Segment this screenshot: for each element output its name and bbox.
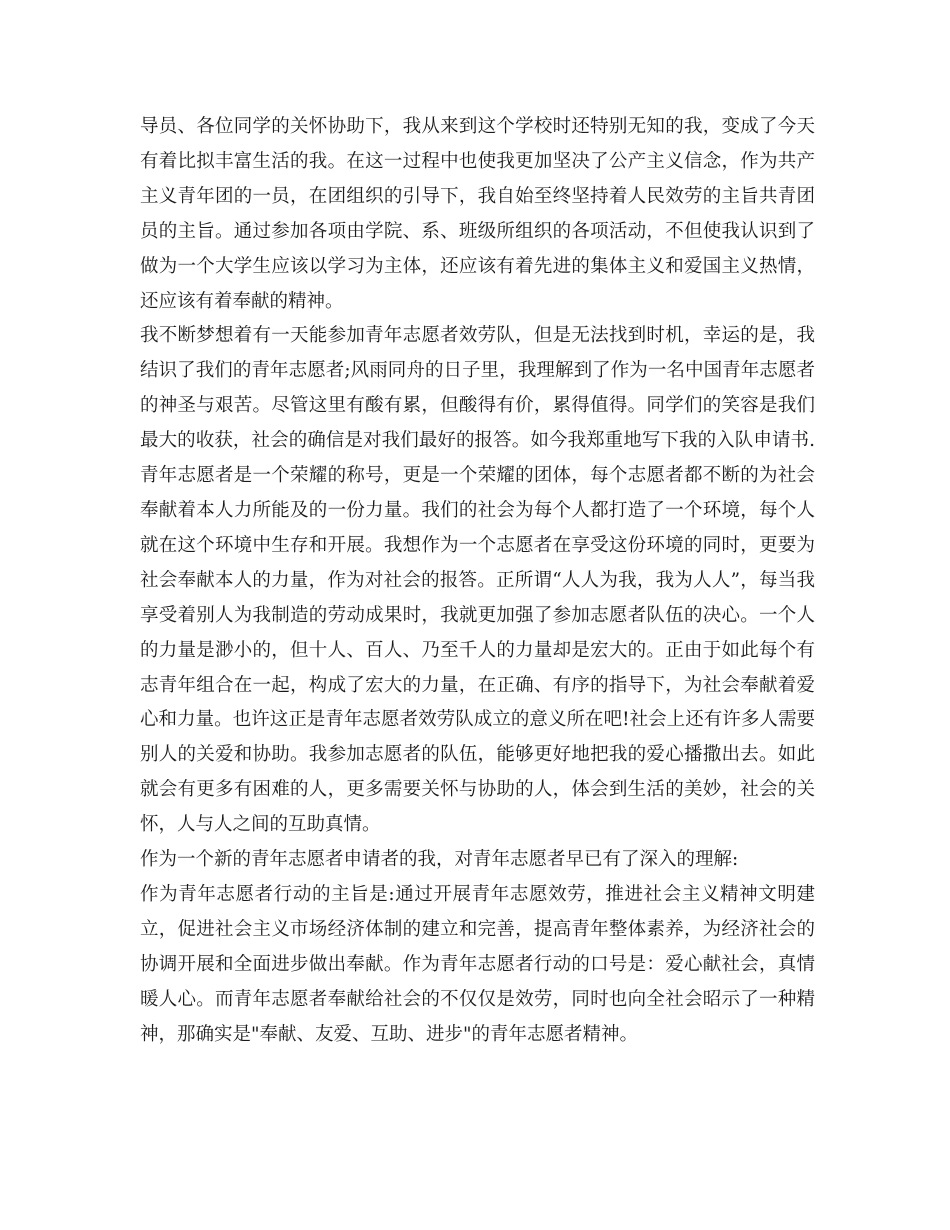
paragraph-3: 作为一个新的青年志愿者申请者的我，对青年志愿者早已有了深入的理解: [140, 849, 739, 871]
paragraph-1: 导员、各位同学的关怀协助下，我从来到这个学校时还特别无知的我，变成了今天有着比拟丰富生活的我。在这一过程中也使我更加坚决了公产主义信念，作为共产主义青年团的一员，在团组织的引导下，我自始至终坚持着人民效劳的主旨共青团员的主旨。通过参加各项由学院、系、班级所组织的各项活动，不但使我认识到了做为一个大学生应该以学习为主体，还应该有着先进的集体主义和爱国主义热情，还应该有着奉献的精神。 [140, 116, 815, 312]
document-body [140, 110, 815, 1052]
paragraph-2: 我不断梦想着有一天能参加青年志愿者效劳队，但是无法找到时机，幸运的是，我结识了我们的青年志愿者;风雨同舟的日子里，我理解到了作为一名中国青年志愿者的神圣与艰苦。尽管这里有酸有累，但酸得有价，累得值得。同学们的笑容是我们最大的收获，社会的确信是对我们最好的报答。如今我郑重地写下我的入队申请书.青年志愿者是一个荣耀的称号，更是一个荣耀的团体，每个志愿者都不断的为社会奉献着本人力所能及的一份力量。我们的社会为每个人都打造了一个环境，每个人就在这个环境中生存和开展。我想作为一个志愿者在享受这份环境的同时，更要为社会奉献本人的力量，作为对社会的报答。正所谓“人人为我，我为人人”，每当我享受着别人为我制造的劳动成果时，我就更加强了参加志愿者队伍的决心。一个人的力量是渺小的，但十人、百人、乃至千人的力量却是宏大的。正由于如此每个有志青年组合在一起，构成了宏大的力量，在正确、有序的指导下，为社会奉献着爱心和力量。也许这正是青年志愿者效劳队成立的意义所在吧!社会上还有许多人需要别人的关爱和协助。我参加志愿者的队伍，能够更好地把我的爱心播撒出去。如此就会有更多有困难的人，更多需要关怀与协助的人，体会到生活的美妙，社会的关怀，人与人之间的互助真情。 [140, 325, 815, 836]
paragraph-4: 作为青年志愿者行动的主旨是:通过开展青年志愿效劳，推进社会主义精神文明建立，促进社会主义市场经济体制的建立和完善，提高青年整体素养，为经济社会的协调开展和全面进步做出奉献。作为青年志愿者行动的口号是：爱心献社会，真情暖人心。而青年志愿者奉献给社会的不仅仅是效劳，同时也向全社会昭示了一种精神，那确实是"奉献、友爱、互助、进步"的青年志愿者精神。 [140, 883, 815, 1045]
